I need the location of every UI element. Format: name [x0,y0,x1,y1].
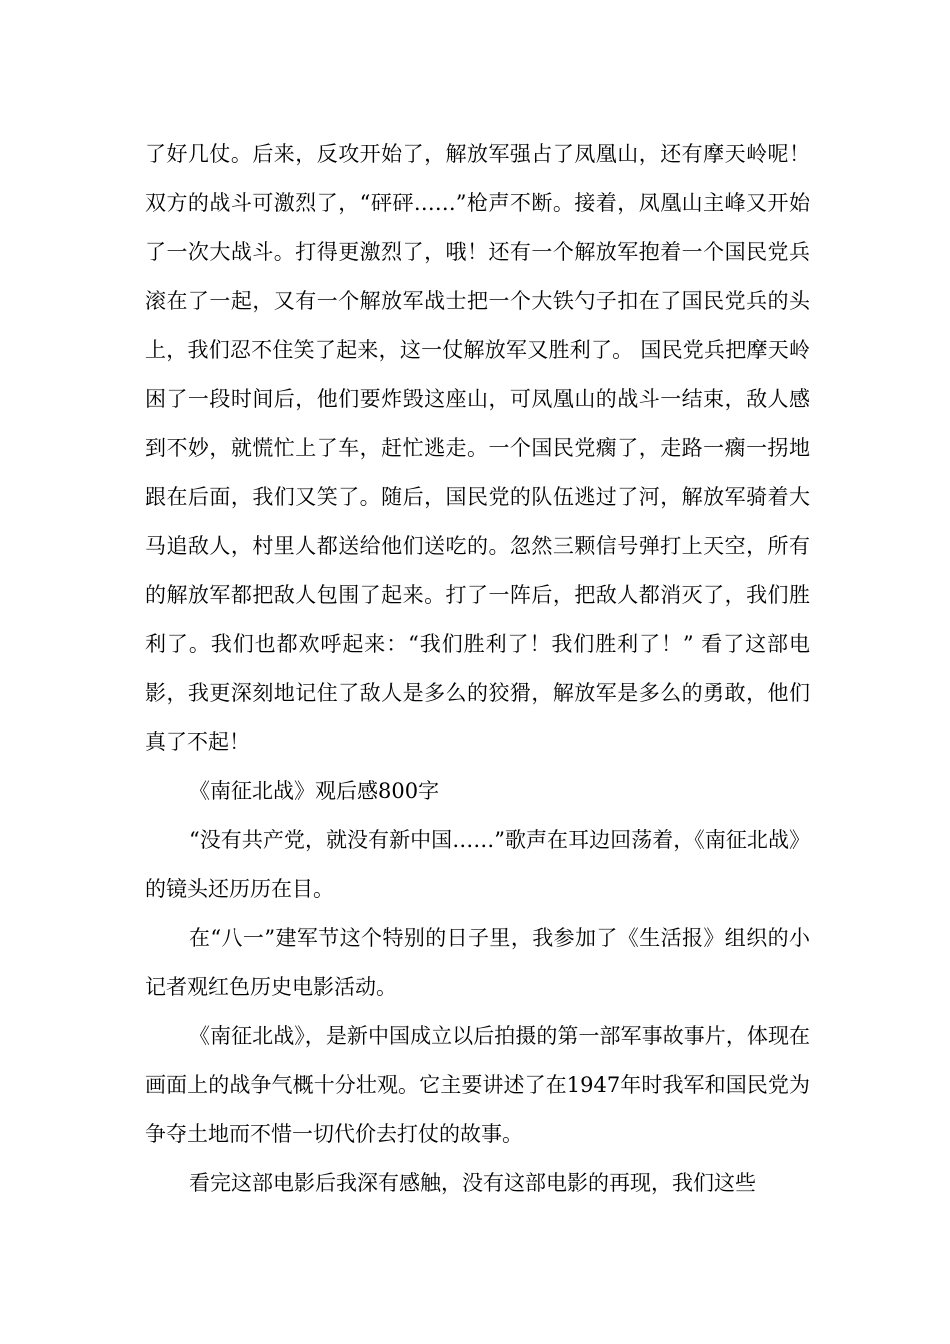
paragraph-battle-story: 了好几仗。后来，反攻开始了，解放军强占了凤凰山，还有摩天岭呢！双方的战斗可激烈了，“砰砰……”枪声不断。接着，凤凰山主峰又开始了一次大战斗。打得更激烈了，哦！还有一个解放军抱着一个国民党兵滚在了一起，又有一个解放军战士把一个大铁勺子扣在了国民党兵的头上，我们忍不住笑了起来，这一仗解放军又胜利了。 国民党兵把摩天岭困了一段时间后，他们要炸毁这座山，可凤凰山的战斗一结束，敌人感到不妙，就慌忙上了车，赶忙逃走。一个国民党瘸了，走路一瘸一拐地跟在后面，我们又笑了。随后，国民党的队伍逃过了河，解放军骑着大马追敌人，村里人都送给他们送吃的。忽然三颗信号弹打上天空，所有的解放军都把敌人包围了起来。打了一阵后，把敌人都消灭了，我们胜利了。我们也都欢呼起来：“我们胜利了！我们胜利了！” 看了这部电影，我更深刻地记住了敌人是多么的狡猾，解放军是多么的勇敢，他们真了不起！ [145,142,810,754]
paragraph-essay-title: 《南征北战》观后感800字 [189,779,440,803]
paragraph-army-day: 在“八一”建军节这个特别的日子里，我参加了《生活报》组织的小记者观红色历史电影活动。 [145,926,810,999]
paragraph-reflection: 看完这部电影后我深有感触，没有这部电影的再现，我们这些 [189,1171,756,1195]
paragraph-song-memory: “没有共产党，就没有新中国……”歌声在耳边回荡着，《南征北战》的镜头还历历在目。 [145,828,810,901]
document-body [145,130,810,1208]
paragraph-film-intro: 《南征北战》，是新中国成立以后拍摄的第一部军事故事片，体现在画面上的战争气概十分壮观。它主要讲述了在1947年时我军和国民党为争夺土地而不惜一切代价去打仗的故事。 [145,1024,810,1146]
